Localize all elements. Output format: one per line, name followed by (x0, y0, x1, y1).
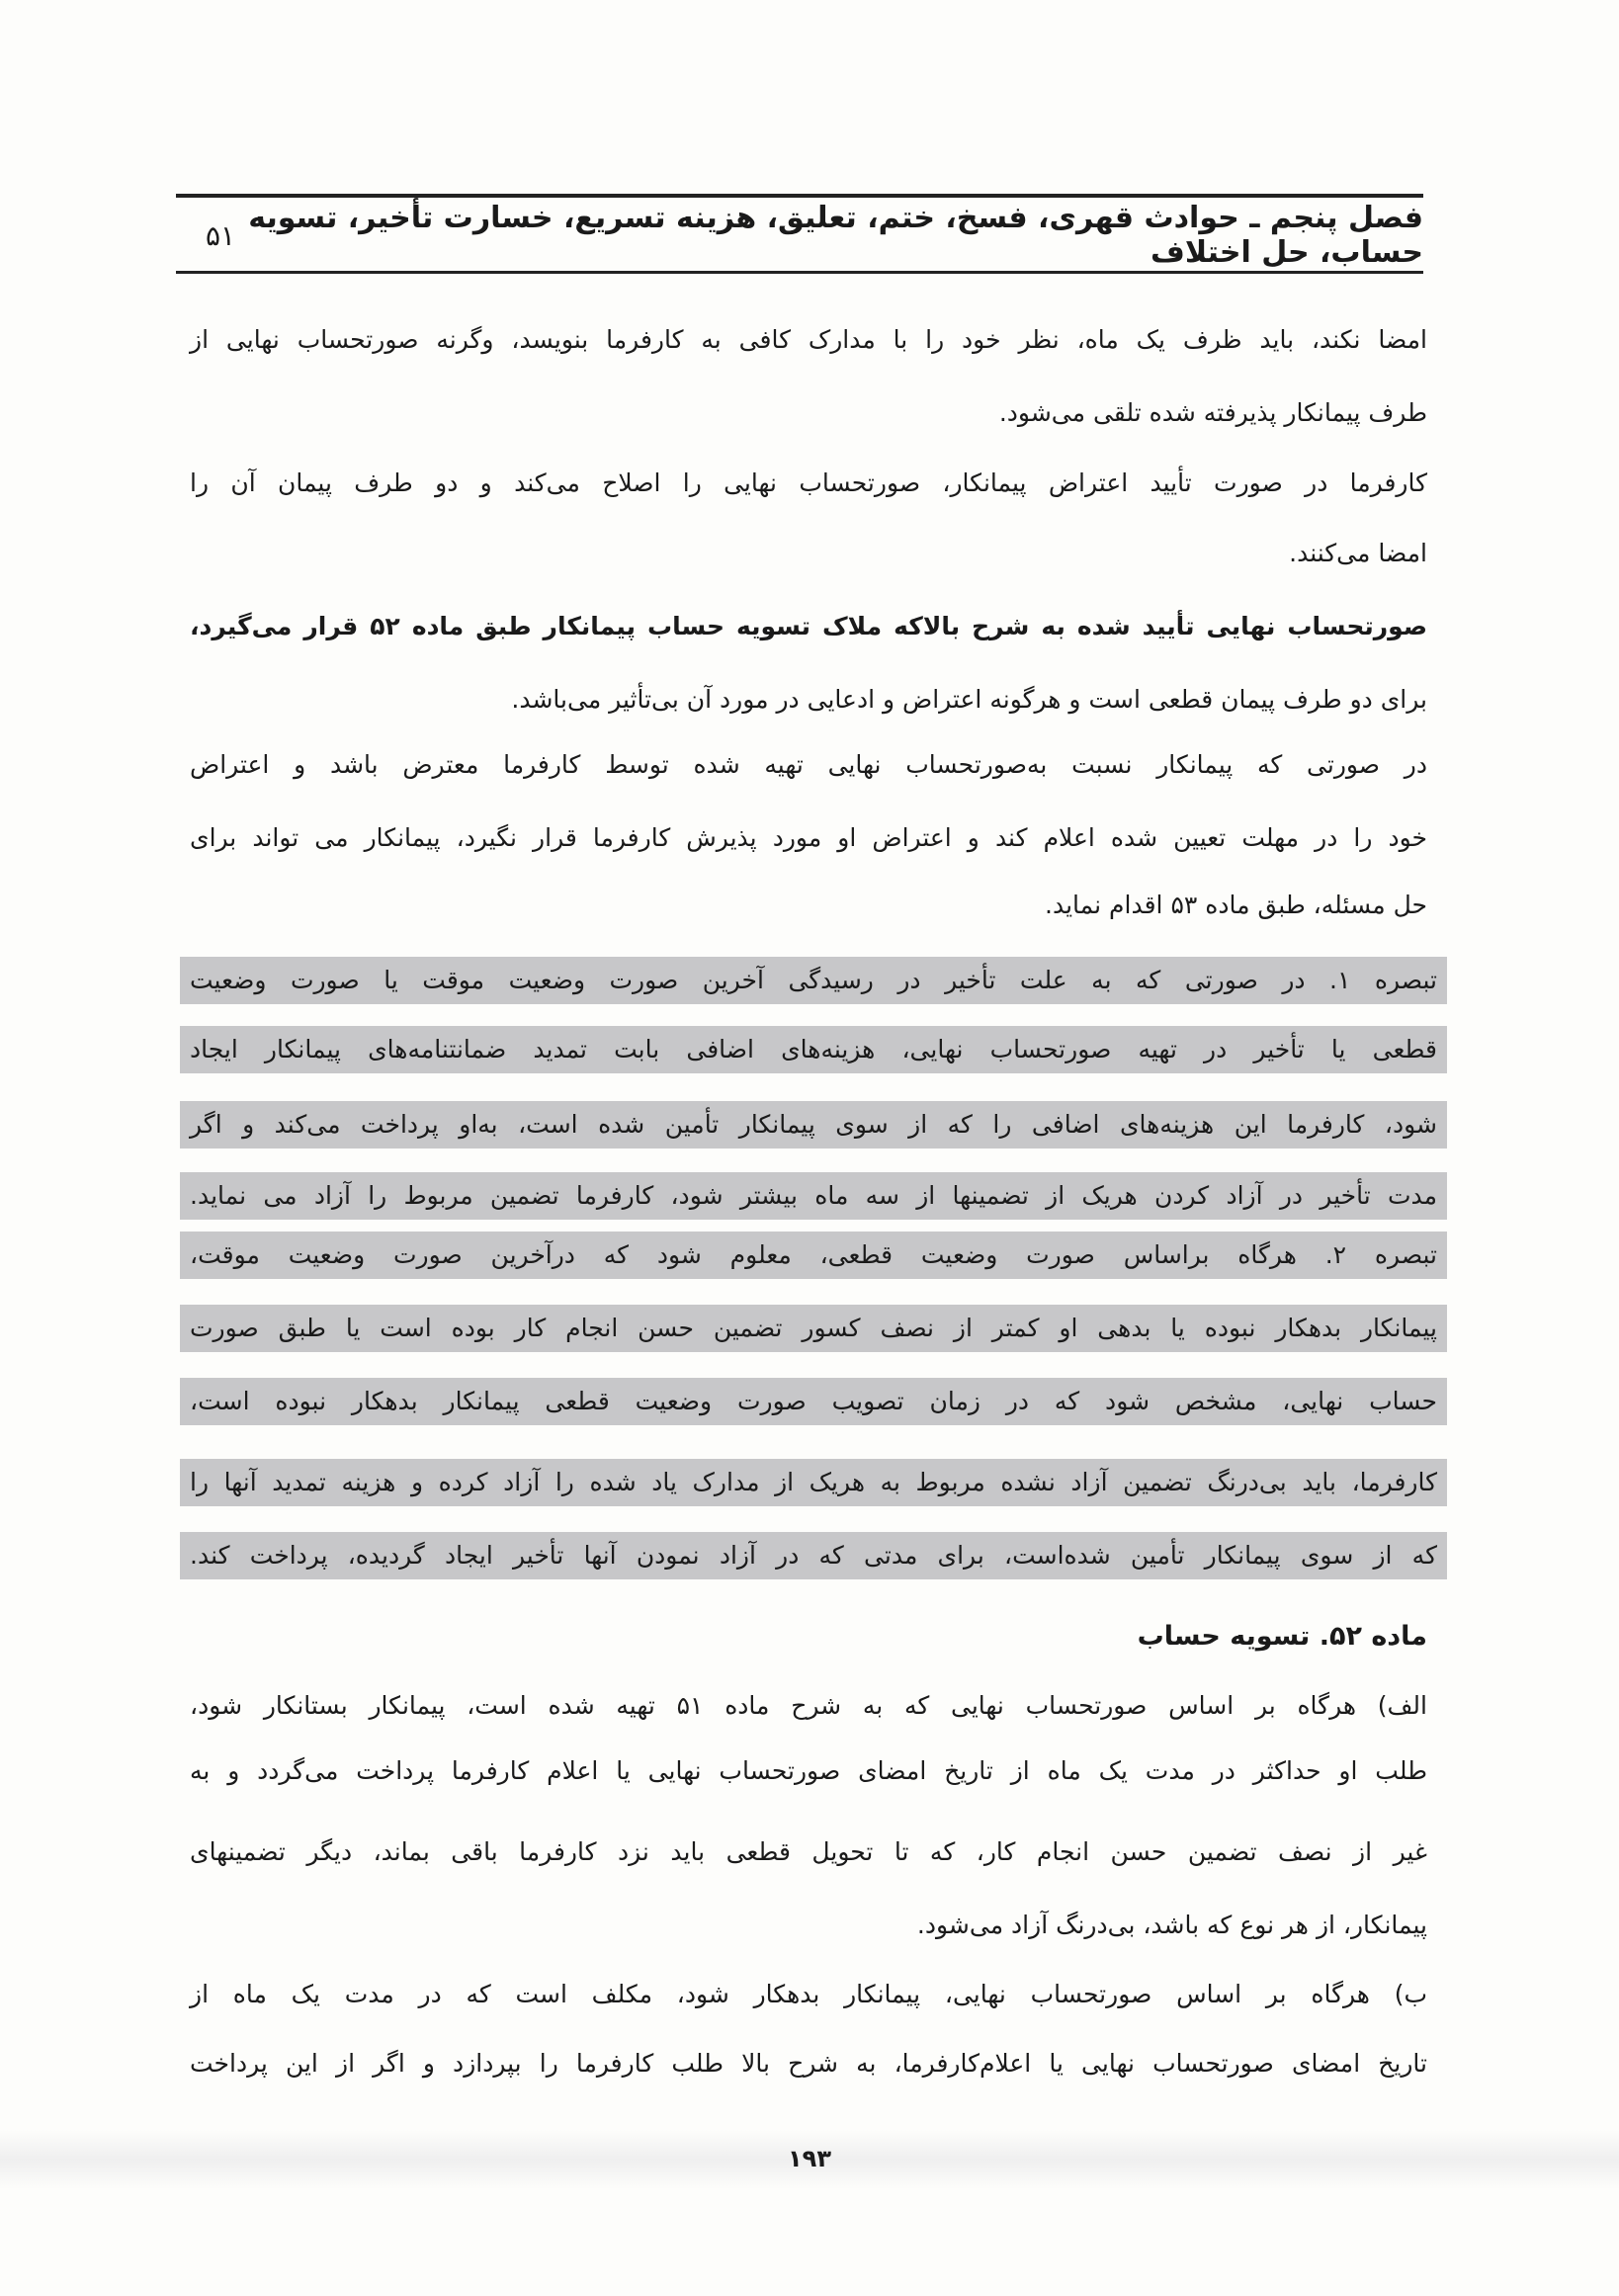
highlighted-line: پیمانکار بدهکار نبوده یا بدهی او کمتر از نصف کسور تضمین حسن انجام کار بوده است یا طبق صورت (180, 1305, 1447, 1352)
running-header (176, 201, 1423, 270)
text-line: در صورتی که پیمانکار نسبت به‌صورتحساب نهایی تهیه شده توسط کارفرما معترض باشد و اعتراض (190, 750, 1427, 779)
text-line: صورتحساب نهایی تأیید شده به شرح بالاکه ملاک تسویه حساب پیمانکار طبق ماده ۵۲ قرار می‌گیرد، (190, 612, 1427, 640)
header-top-rule (176, 194, 1423, 198)
page-number: ۱۹۳ (788, 2145, 831, 2172)
highlighted-line: شود، کارفرما این هزینه‌های اضافی را که از سوی پیمانکار تأمین شده است، به‌او پرداخت می‌کند و اگر (180, 1101, 1447, 1148)
highlighted-line: حساب نهایی، مشخص شود که در زمان تصویب صورت وضعیت قطعی پیمانکار بدهکار نبوده است، (180, 1378, 1447, 1425)
text-line: الف) هرگاه بر اساس صورتحساب نهایی که به شرح ماده ۵۱ تهیه شده است، پیمانکار بستانکار شود، (190, 1691, 1427, 1720)
text-line: امضا می‌کنند. (1289, 539, 1427, 567)
text-line: پیمانکار، از هر نوع که باشد، بی‌درنگ آزاد می‌شود. (916, 1911, 1427, 1939)
text-line: طرف پیمانکار پذیرفته شده تلقی می‌شود. (998, 398, 1427, 427)
chapter-title: فصل پنجم ـ حوادث قهری، فسخ، ختم، تعلیق، هزینه تسریع، خسارت تأخیر، تسویه حساب، حل اختلاف (248, 201, 1423, 270)
text-line: غیر از نصف تضمین حسن انجام کار، که تا تحویل قطعی باید نزد کارفرما باقی بماند، دیگر تضمینهای (190, 1837, 1427, 1866)
text-line: خود را در مهلت تعیین شده اعلام کند و اعتراض او مورد پذیرش کارفرما قرار نگیرد، پیمانکار می تواند برای (190, 823, 1427, 852)
highlighted-line: تبصره ۲. هرگاه براساس صورت وضعیت قطعی، معلوم شود که درآخرین صورت وضعیت موقت، (180, 1232, 1447, 1279)
highlighted-line: قطعی یا تأخیر در تهیه صورتحساب نهایی، هزینه‌های اضافی بابت تمدید ضمانتنامه‌های پیمانکار ایجاد (180, 1026, 1447, 1073)
highlighted-line: مدت تأخیر در آزاد کردن هریک از تضمینها از سه ماه بیشتر شود، کارفرما تضمین مربوط را آزاد می نماید. (180, 1172, 1447, 1220)
highlighted-line: تبصره ۱. در صورتی که به علت تأخیر در رسیدگی آخرین صورت وضعیت موقت یا صورت وضعیت (180, 957, 1447, 1004)
text-line: امضا نکند، باید ظرف یک ماه، نظر خود را با مدارک کافی به کارفرما بنویسد، وگرنه صورتحساب نهایی از (190, 325, 1427, 354)
text-line: ب) هرگاه بر اساس صورتحساب نهایی، پیمانکار بدهکار شود، مکلف است که در مدت یک ماه از (190, 1980, 1427, 2008)
header-bottom-rule (176, 271, 1423, 274)
text-line: کارفرما در صورت تأیید اعتراض پیمانکار، صورتحساب نهایی را اصلاح می‌کند و دو طرف پیمان آن را (190, 468, 1427, 497)
text-line: تاریخ امضای صورتحساب نهایی یا اعلام‌کارفرما، به شرح بالا طلب کارفرما را بپردازد و اگر از این پرداخت (190, 2049, 1427, 2078)
text-line: حل مسئله، طبق ماده ۵۳ اقدام نماید. (1045, 891, 1427, 919)
highlighted-line: کارفرما، باید بی‌درنگ تضمین آزاد نشده مربوط به هریک از مدارک یاد شده را آزاد کرده و هزینه تمدید آنها را (180, 1459, 1447, 1506)
section-number: ۵۱ (206, 218, 236, 252)
text-line: طلب او حداکثر در مدت یک ماه از تاریخ امضای صورتحساب نهایی یا اعلام کارفرما پرداخت می‌گردد و به (190, 1756, 1427, 1785)
text-line: برای دو طرف پیمان قطعی است و هرگونه اعتراض و ادعایی در مورد آن بی‌تأثیر می‌باشد. (511, 685, 1427, 714)
highlighted-line: که از سوی پیمانکار تأمین شده‌است، برای مدتی که در آزاد نمودن آنها تأخیر ایجاد گردیده، پرداخت کند. (180, 1532, 1447, 1579)
article-heading: ماده ۵۲. تسویه حساب (1137, 1621, 1427, 1652)
